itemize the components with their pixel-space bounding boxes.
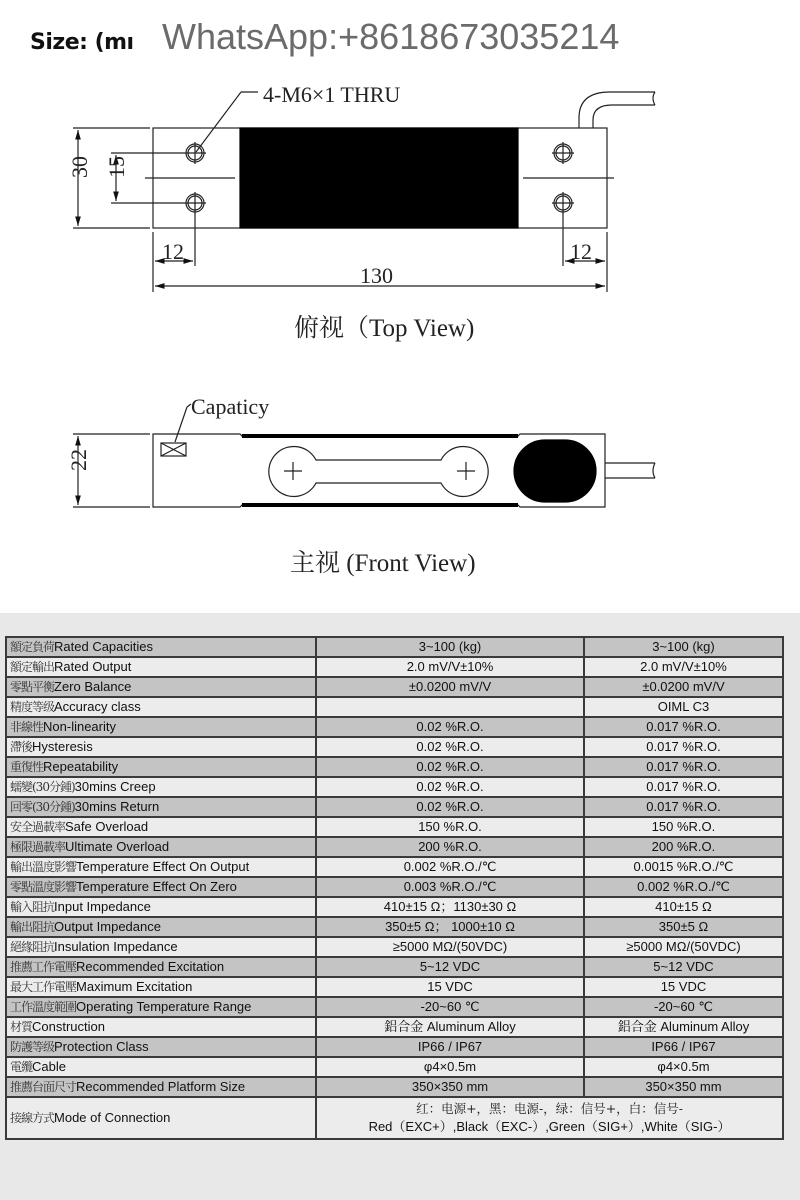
spec-value-1: 3~100 (kg) <box>316 637 584 657</box>
table-row <box>6 957 783 977</box>
spec-value-1: 5~12 VDC <box>316 957 584 977</box>
spec-label-zh: 最大工作電壓 <box>10 980 77 994</box>
spec-label <box>6 677 316 697</box>
spec-value-1: -20~60 ℃ <box>316 997 584 1017</box>
spec-label <box>6 777 316 797</box>
dim-height-22: 22 <box>66 449 91 471</box>
capacity-callout: Capaticy <box>191 394 270 419</box>
spec-value-2: 5~12 VDC <box>584 957 783 977</box>
spec-value-2: 350×350 mm <box>584 1077 783 1097</box>
spec-value-2: 0.017 %R.O. <box>584 737 783 757</box>
table-row <box>6 737 783 757</box>
spec-value-2: φ4×0.5m <box>584 1057 783 1077</box>
dim-hole-spacing-15: 15 <box>104 156 129 178</box>
spec-label <box>6 697 316 717</box>
spec-value-1: 410±15 Ω；1130±30 Ω <box>316 897 584 917</box>
spec-label-en: Operating Temperature Range <box>76 999 252 1014</box>
spec-label-en: Insulation Impedance <box>54 939 178 954</box>
spec-value-1: 0.002 %R.O./℃ <box>316 857 584 877</box>
spec-label-en: Mode of Connection <box>54 1110 171 1125</box>
top-view <box>73 92 655 292</box>
spec-value-1: 2.0 mV/V±10% <box>316 657 584 677</box>
table-row <box>6 797 783 817</box>
spec-label-en: Rated Capacities <box>54 639 154 654</box>
spec-value-2: 150 %R.O. <box>584 817 783 837</box>
dim-length-130: 130 <box>360 263 393 288</box>
spec-label-en: Rated Output <box>54 659 132 674</box>
spec-value-2: 0.017 %R.O. <box>584 777 783 797</box>
table-row <box>6 1077 783 1097</box>
spec-label-en: Output Impedance <box>54 919 161 934</box>
table-row <box>6 817 783 837</box>
spec-value-1: 200 %R.O. <box>316 837 584 857</box>
spec-value-2: 200 %R.O. <box>584 837 783 857</box>
spec-value-2: 410±15 Ω <box>584 897 783 917</box>
spec-label-en: Repeatability <box>43 759 119 774</box>
spec-label <box>6 1057 316 1077</box>
table-row <box>6 757 783 777</box>
spec-value-2: OIML C3 <box>584 697 783 717</box>
spec-value-1: 0.02 %R.O. <box>316 717 584 737</box>
spec-value-1: 350×350 mm <box>316 1077 584 1097</box>
spec-label-zh: 電纜 <box>10 1060 33 1074</box>
spec-label-zh: 輸出溫度影響 <box>10 860 77 874</box>
spec-label-zh: 蠕變(30分鍾) <box>10 780 75 794</box>
table-row <box>6 637 783 657</box>
front-view-caption: 主视 (Front View) <box>290 550 476 577</box>
connection-en: Red（EXC+）,Black（EXC-）,Green（SIG+）,White（SIG-） <box>368 1119 731 1134</box>
spec-label <box>6 637 316 657</box>
table-row-connection <box>6 1097 783 1139</box>
spec-value-2: 3~100 (kg) <box>584 637 783 657</box>
spec-label-en: Cable <box>32 1059 66 1074</box>
table-row <box>6 997 783 1017</box>
spec-label-zh: 接線方式 <box>10 1111 55 1125</box>
spec-label <box>6 1077 316 1097</box>
spec-label <box>6 657 316 677</box>
spec-label <box>6 897 316 917</box>
spec-value-2: 鋁合金 Aluminum Alloy <box>584 1017 783 1037</box>
spec-label-zh: 重復性 <box>10 760 44 774</box>
spec-value-2: 0.017 %R.O. <box>584 757 783 777</box>
spec-label-zh: 精度等级 <box>10 700 55 714</box>
spec-label <box>6 937 316 957</box>
spec-value-2: 0.002 %R.O./℃ <box>584 877 783 897</box>
spec-value-1: 150 %R.O. <box>316 817 584 837</box>
table-row <box>6 677 783 697</box>
spec-label-zh: 極限過載率 <box>10 840 66 854</box>
table-row <box>6 857 783 877</box>
spec-label <box>6 737 316 757</box>
spec-label-en: Hysteresis <box>32 739 93 754</box>
spec-label-zh: 零點平衡 <box>10 680 55 694</box>
spec-value-1: 0.02 %R.O. <box>316 777 584 797</box>
spec-label-zh: 材質 <box>10 1020 33 1034</box>
connection-zh: 红：电源+，黑：电源-，绿：信号+，白：信号- <box>416 1101 683 1116</box>
dim-left-offset-12: 12 <box>162 239 184 264</box>
table-row <box>6 777 783 797</box>
spec-label <box>6 917 316 937</box>
spec-value-1: 15 VDC <box>316 977 584 997</box>
spec-value-1: φ4×0.5m <box>316 1057 584 1077</box>
table-row <box>6 937 783 957</box>
spec-label <box>6 997 316 1017</box>
table-row <box>6 837 783 857</box>
spec-label-zh: 推薦台面尺寸 <box>10 1080 77 1094</box>
spec-label <box>6 717 316 737</box>
spec-value-1: ±0.0200 mV/V <box>316 677 584 697</box>
dim-right-offset-12: 12 <box>570 239 592 264</box>
spec-label-en: Maximum Excitation <box>76 979 193 994</box>
spec-label-en: Recommended Platform Size <box>76 1079 246 1094</box>
table-row <box>6 1037 783 1057</box>
spec-label-en: 30mins Return <box>74 799 160 814</box>
spec-label-zh: 輸入阻抗 <box>10 900 55 914</box>
spec-value-1: ≥5000 MΩ/(50VDC) <box>316 937 584 957</box>
spec-label-zh: 安全過載率 <box>10 820 66 834</box>
spec-label <box>6 957 316 977</box>
spec-label-en: Temperature Effect On Zero <box>76 879 237 894</box>
spec-label-zh: 絕緣阻抗 <box>10 940 55 954</box>
table-row <box>6 717 783 737</box>
spec-label <box>6 757 316 777</box>
spec-label-zh: 非線性 <box>10 720 44 734</box>
table-row <box>6 897 783 917</box>
connection-value <box>316 1097 783 1139</box>
spec-label-zh: 防護等级 <box>10 1040 55 1054</box>
spec-label <box>6 977 316 997</box>
spec-label-en: Input Impedance <box>54 899 151 914</box>
size-label: Size: (mı <box>30 30 134 55</box>
spec-label <box>6 837 316 857</box>
spec-label <box>6 797 316 817</box>
spec-label <box>6 817 316 837</box>
spec-value-1: 0.02 %R.O. <box>316 737 584 757</box>
spec-value-1: 0.02 %R.O. <box>316 757 584 777</box>
spec-label <box>6 877 316 897</box>
spec-label-en: Construction <box>32 1019 105 1034</box>
spec-label-en: Zero Balance <box>54 679 132 694</box>
spec-value-2: 2.0 mV/V±10% <box>584 657 783 677</box>
spec-value-2: IP66 / IP67 <box>584 1037 783 1057</box>
spec-label-en: Temperature Effect On Output <box>76 859 250 874</box>
spec-label-en: Accuracy class <box>54 699 141 714</box>
spec-value-1 <box>316 697 584 717</box>
table-row <box>6 657 783 677</box>
spec-label-zh: 回零(30分鍾) <box>10 800 75 814</box>
top-view-caption: 俯视（Top View) <box>294 315 475 342</box>
spec-label-zh: 零點溫度影響 <box>10 880 77 894</box>
spec-value-2: ±0.0200 mV/V <box>584 677 783 697</box>
spec-value-2: 350±5 Ω <box>584 917 783 937</box>
spec-value-1: IP66 / IP67 <box>316 1037 584 1057</box>
spec-value-2: 0.017 %R.O. <box>584 797 783 817</box>
table-row <box>6 1057 783 1077</box>
spec-value-2: -20~60 ℃ <box>584 997 783 1017</box>
spec-label <box>6 1017 316 1037</box>
spec-label-en: Protection Class <box>54 1039 149 1054</box>
spec-value-2: 15 VDC <box>584 977 783 997</box>
spec-label-en: Ultimate Overload <box>65 839 170 854</box>
spec-value-1: 350±5 Ω； 1000±10 Ω <box>316 917 584 937</box>
spec-label-zh: 輸出阻抗 <box>10 920 55 934</box>
spec-value-1: 0.003 %R.O./℃ <box>316 877 584 897</box>
spec-label-en: Recommended Excitation <box>76 959 225 974</box>
spec-value-2: 0.017 %R.O. <box>584 717 783 737</box>
spec-label-zh: 滯後 <box>10 740 33 754</box>
spec-label-zh: 推薦工作電壓 <box>10 960 77 974</box>
spec-label-en: Safe Overload <box>65 819 149 834</box>
whatsapp-watermark: WhatsApp:+8618673035214 <box>162 16 620 57</box>
table-row <box>6 977 783 997</box>
spec-value-2: ≥5000 MΩ/(50VDC) <box>584 937 783 957</box>
thread-callout: 4-M6×1 THRU <box>263 82 401 107</box>
spec-label-en: Non-linearity <box>43 719 116 734</box>
spec-label-zh: 額定輸出 <box>10 660 55 674</box>
spec-value-1: 0.02 %R.O. <box>316 797 584 817</box>
table-row <box>6 917 783 937</box>
front-view <box>73 404 655 507</box>
spec-label <box>6 1037 316 1057</box>
spec-label <box>6 1097 316 1139</box>
spec-value-1: 鋁合金 Aluminum Alloy <box>316 1017 584 1037</box>
spec-label-en: 30mins Creep <box>74 779 156 794</box>
spec-value-2: 0.0015 %R.O./℃ <box>584 857 783 877</box>
spec-label-zh: 額定負荷 <box>10 640 55 654</box>
spec-label-zh: 工作溫度範圍 <box>10 1000 77 1014</box>
table-row <box>6 697 783 717</box>
spec-table <box>5 636 784 1140</box>
spec-label <box>6 857 316 877</box>
table-row <box>6 1017 783 1037</box>
table-row <box>6 877 783 897</box>
dim-height-30: 30 <box>67 156 92 178</box>
